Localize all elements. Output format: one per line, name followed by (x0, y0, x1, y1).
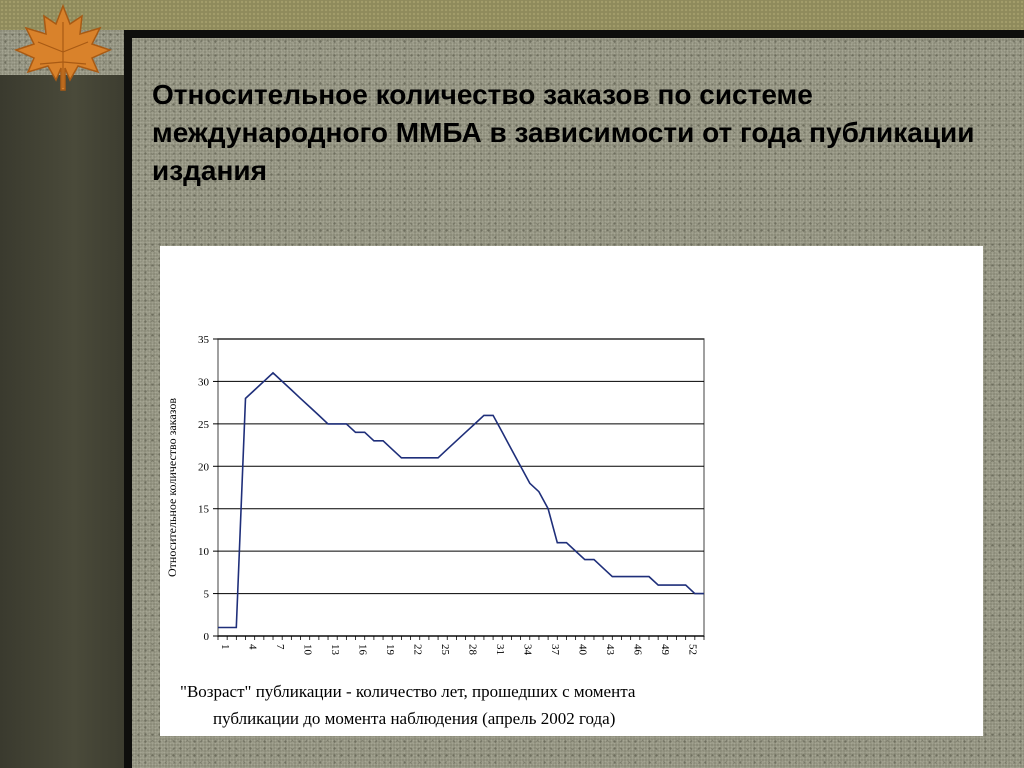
top-frame-bar (132, 30, 1024, 38)
x-tick-label: 43 (604, 644, 617, 655)
y-tick-label: 15 (198, 503, 209, 516)
x-tick-label: 16 (356, 644, 369, 655)
y-tick-label: 5 (203, 588, 209, 601)
y-tick-label: 10 (198, 546, 209, 559)
x-tick-label: 40 (576, 644, 589, 655)
x-tick-label: 10 (301, 644, 314, 655)
series-line (218, 373, 704, 628)
x-axis-label-line1: "Возраст" публикации - количество лет, прошедших с момента (180, 682, 636, 701)
chart-panel (160, 246, 983, 736)
maple-leaf-icon (8, 2, 118, 92)
y-tick-label: 35 (198, 334, 209, 346)
line-chart (160, 246, 983, 676)
top-texture-strip (0, 0, 1024, 30)
x-axis-label-line2: публикации до момента наблюдения (апрель 2002 года) (213, 709, 616, 728)
y-tick-label: 30 (198, 376, 209, 389)
x-tick-label: 19 (384, 644, 397, 655)
x-tick-label: 34 (521, 644, 534, 655)
y-axis-label: Относительное количество заказов (165, 398, 179, 577)
slide-title: Относительное количество заказов по системе международного ММБА в зависимости от года публикации издания (152, 79, 975, 186)
x-tick-label: 52 (686, 644, 699, 655)
x-tick-label: 49 (659, 644, 672, 655)
x-tick-label: 46 (631, 644, 644, 655)
left-frame-bar (124, 30, 132, 768)
y-tick-label: 25 (198, 418, 209, 431)
x-tick-label: 37 (549, 644, 562, 655)
plot-area-frame (218, 339, 704, 636)
x-tick-label: 22 (411, 644, 424, 655)
y-tick-label: 20 (198, 461, 209, 474)
x-tick-label: 25 (439, 644, 452, 655)
left-dark-band (0, 75, 124, 768)
x-tick-label: 31 (494, 644, 507, 655)
x-tick-label: 7 (274, 644, 287, 650)
x-tick-label: 28 (466, 644, 479, 655)
x-axis-label (180, 678, 780, 732)
x-tick-label: 13 (329, 644, 342, 655)
x-tick-label: 1 (219, 644, 231, 650)
x-tick-label: 4 (246, 644, 259, 650)
y-tick-label: 0 (203, 631, 209, 643)
